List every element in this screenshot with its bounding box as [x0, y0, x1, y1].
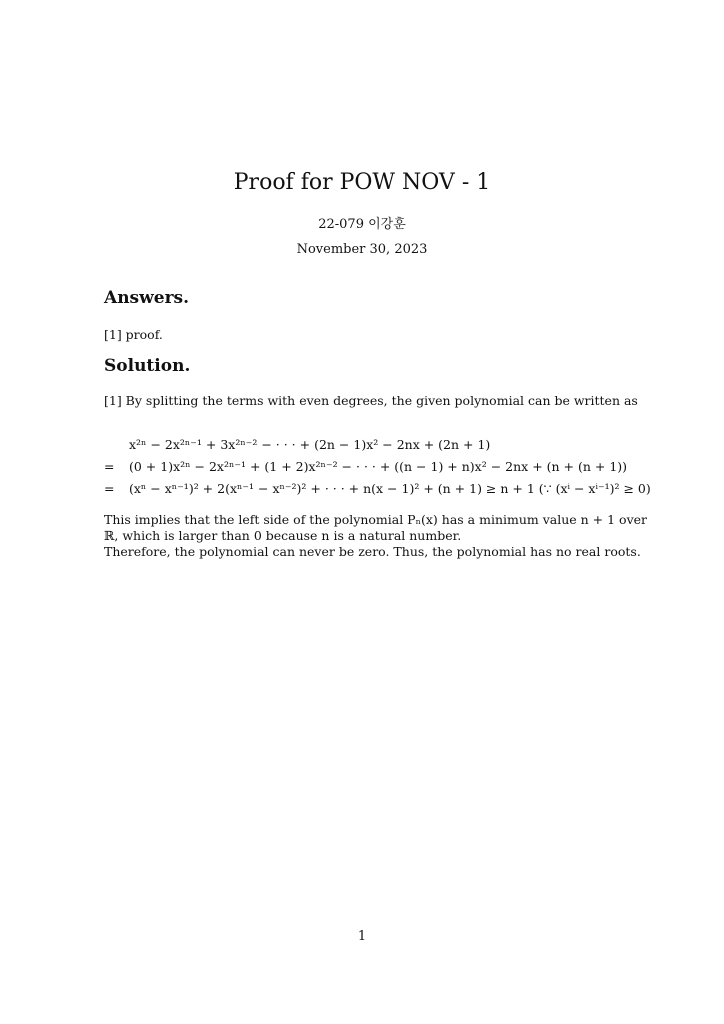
- conclusion-line-1: This implies that the left side of the polynomial Pₙ(x) has a minimum value n + 1 over: [104, 512, 648, 527]
- equation-row-2: [104, 459, 664, 477]
- page-number: 1: [357, 929, 367, 944]
- equation-relation: =: [104, 459, 115, 474]
- conclusion-line-3: Therefore, the polynomial can never be zero. Thus, the polynomial has no real roots.: [104, 544, 641, 559]
- document-title: Proof for POW NOV - 1: [233, 170, 491, 195]
- equation-expression: x²ⁿ − 2x²ⁿ⁻¹ + 3x²ⁿ⁻² − · · · + (2n − 1)x² − 2nx + (2n + 1): [129, 437, 491, 452]
- answers-text: [1] proof.: [104, 327, 163, 342]
- conclusion-line-2: ℝ, which is larger than 0 because n is a natural number.: [104, 528, 462, 543]
- equation-row-1: [104, 437, 664, 455]
- equation-relation: =: [104, 481, 115, 496]
- solution-intro: [1] By splitting the terms with even degrees, the given polynomial can be written as: [104, 393, 638, 408]
- document-date: November 30, 2023: [296, 242, 428, 257]
- equation-expression: (0 + 1)x²ⁿ − 2x²ⁿ⁻¹ + (1 + 2)x²ⁿ⁻² − · · · + ((n − 1) + n)x² − 2nx + (n + (n + 1)): [129, 459, 628, 474]
- equation-expression: (xⁿ − xⁿ⁻¹)² + 2(xⁿ⁻¹ − xⁿ⁻²)² + · · · + n(x − 1)² + (n + 1) ≥ n + 1 (∵ (xⁱ − xⁱ⁻¹)² ≥ 0): [129, 481, 651, 496]
- answers-heading: Answers.: [104, 288, 190, 308]
- solution-heading: Solution.: [104, 356, 191, 376]
- equation-row-3: [104, 481, 664, 499]
- document-author: 22-079 이강훈: [318, 217, 406, 232]
